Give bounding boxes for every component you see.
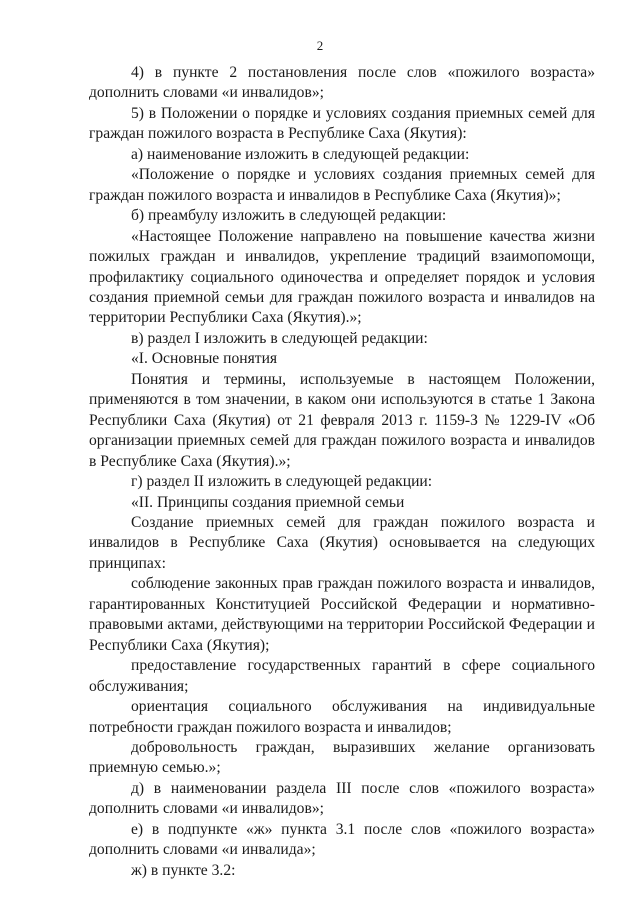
- page-number: 2: [316, 38, 324, 53]
- paragraph: 4) в пункте 2 постановления после слов «пожилого возраста» дополнить словами «и инвалидов»;: [89, 64, 595, 102]
- paragraph: предоставление государственных гарантий в сфере социального обслуживания;: [89, 657, 595, 695]
- paragraph: в) раздел I изложить в следующей редакции:: [131, 329, 428, 347]
- paragraph: «Положение о порядке и условиях создания приемных семей для граждан пожилого возраста и инвалидов в Республике Саха (Якутия)»;: [89, 166, 595, 204]
- paragraph: ориентация социального обслуживания на индивидуальные потребности граждан пожилого возраста и инвалидов;: [89, 698, 595, 736]
- paragraph: ж) в пункте 3.2:: [131, 861, 236, 879]
- paragraph: б) преамбулу изложить в следующей редакции:: [131, 207, 447, 225]
- paragraph: Создание приемных семей для граждан пожилого возраста и инвалидов в Республике Саха (Якутия) основывается на следующих принципах:: [89, 513, 595, 572]
- paragraph: Понятия и термины, используемые в настоящем Положении, применяются в том значении, в каком они используются в статье 1 Закона Республики Саха (Якутия) от 21 февраля 2013 г. 1159-З № 1229-IV «Об организации приемных семей для граждан пожилого возраста и инвалидов в Республике Саха (Якутия).»;: [89, 370, 595, 470]
- paragraph: г) раздел II изложить в следующей редакции:: [131, 473, 433, 491]
- section-heading: «II. Принципы создания приемной семьи: [131, 493, 405, 511]
- document-body: [89, 63, 595, 881]
- paragraph: д) в наименовании раздела III после слов «пожилого возраста» дополнить словами «и инвалидов»;: [89, 779, 595, 818]
- paragraph: а) наименование изложить в следующей редакции:: [131, 145, 470, 163]
- paragraph: е) в подпункте «ж» пункта 3.1 после слов «пожилого возраста» дополнить словами «и инвалида»;: [89, 820, 595, 859]
- paragraph: «Настоящее Положение направлено на повышение качества жизни пожилых граждан и инвалидов, укрепление традиций взаимопомощи, профилактику социального одиночества и определяет порядок и условия создания приемной семьи для граждан пожилого возраста и инвалидов на территории Республики Саха (Якутия).»;: [89, 227, 595, 327]
- paragraph: соблюдение законных прав граждан пожилого возраста и инвалидов, гарантированных Конституцией Российской Федерации и нормативно-правовыми актами, действующими на территории Российской Федерации и Республики Саха (Якутия);: [89, 575, 595, 654]
- paragraph: добровольность граждан, выразивших желание организовать приемную семью.»;: [89, 738, 595, 777]
- paragraph: 5) в Положении о порядке и условиях создания приемных семей для граждан пожилого возраста в Республике Саха (Якутия):: [89, 104, 595, 143]
- section-heading: «I. Основные понятия: [131, 350, 278, 368]
